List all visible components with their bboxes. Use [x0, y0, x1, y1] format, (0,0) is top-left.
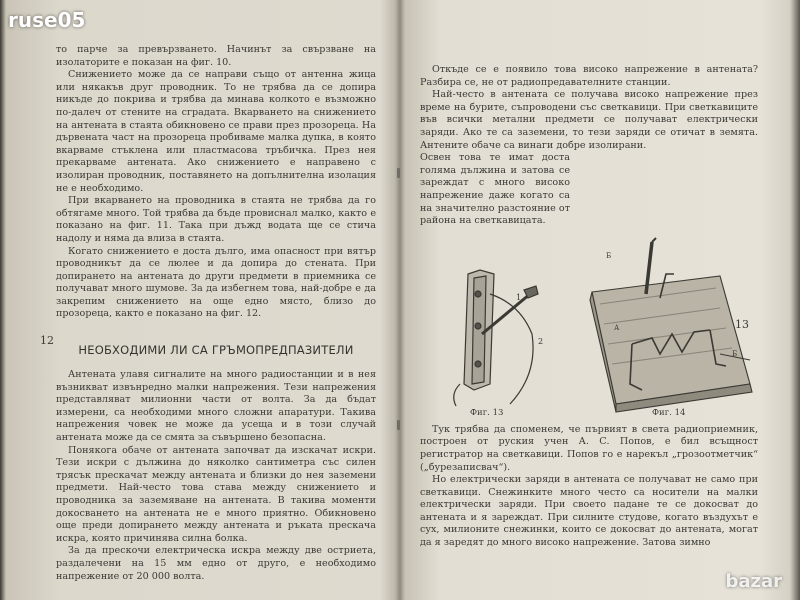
paragraph: Но електрически заряди в антената се получават не само при светкавици. Снежинките много често са носители на малки електрически заряди. При своето падане те се докосват до антената и я зареждат. При силните студове, когато въздухът е сух, милионите снежинки, които се докосват до антената, могат да я заредят до много високо напрежение. Затова зимно	[420, 474, 758, 549]
paragraph: то парче за превързването. Начинът за свързване на изолаторите е показан на фиг. 10.	[56, 44, 376, 68]
left-page	[56, 44, 376, 583]
figures	[420, 234, 758, 420]
staple	[397, 420, 400, 430]
paragraph: За да прескочи електрическа искра между две остриета, раздалечени на 15 мм едно от друго, е необходимо напрежение от 20 000 волта.	[56, 545, 376, 582]
staple	[397, 168, 400, 178]
paragraph: Понякога обаче от антената започват да изскачат искри. Тези искри с дължина до няколко сантиметра със силен трясък прескачат между антената и близки до нея заземени предмети. Най-често това става между снижението и проводника за заземяване на антената. В такива моменти докосването на антената не е много приятно. Обикновено още преди допирането между антената и ръката прескача искра, която причинява силна болка.	[56, 444, 376, 544]
watermark-logo: ruse05	[8, 8, 86, 32]
text-beside-figure	[420, 152, 758, 228]
paragraph: Тук трябва да споменем, че първият в света радиоприемник, построен от руския учен А. С. Попов, е бил всъщност регистратор на светкавици. Попов го е нарекъл „грозоотметчик“ („бурезаписвач“).	[420, 423, 758, 473]
page-number-right: 13	[735, 318, 749, 331]
paragraph: Най-често в антената се получава високо напрежение през време на бурите, съпроводени със светкавици. При светкавиците във всички метални предмети се получават електрически заряди. Ако те са заземени, то тези заряди се отичат в земята. Антените обаче са винаги добре изолирани.	[420, 89, 758, 151]
figure-13-caption: Фиг. 13	[470, 407, 504, 418]
paragraph: Когато снижението е доста дълго, има опасност при вятър проводникът да се люлее и да допира до стената. При допирането на антената до други предмети в приемника се получават много шумове. За да избегнем това, най-добре е да закрепим снижението на още едно място, близо до прозореца, както е показано на фиг. 12.	[56, 245, 376, 320]
paragraph: Откъде се е появило това високо напрежение в антената? Разбира се, не от радиопредавателните станции.	[420, 64, 758, 88]
paragraph: Антената улавя сигналите на много радиостанции и в нея възникват извънредно малки напрежения. Тези напрежения представляват милионни части от волта. За да бъдат измерени, са необходими много сложни апаратури. Такива напрежения човек не може да усеща и в този случай антената може да се смята за съвършено безопасна.	[56, 369, 376, 444]
paragraph: Снижението може да се направи също от антенна жица или някакъв друг проводник. То не трябва да се допира никъде до покрива и трябва да минава колкото е възможно по-далеч от стените на сградата. Вкарването на снижението на антената в стаята обикновено се прави през прозореца. На дървената част на прозореца пробиваме малка дупка, в която вкарваме стъклена или пластмасова тръбичка. През нея прекарваме антената. Ако снижението е направено с изолиран проводник, поставянето на допълнителна изолация не е необходимо.	[56, 69, 376, 194]
paragraph: При вкарването на проводника в стаята не трябва да го обтягаме много. Той трябва да бъде провиснал малко, както е показано на фиг. 11. Така при дъжд водата ще се стича надолу и няма да влиза в стаята.	[56, 195, 376, 244]
figure-14-caption: Фиг. 14	[652, 407, 686, 418]
figure-illustrations	[420, 234, 758, 420]
svg-text:Б: Б	[732, 349, 738, 358]
svg-text:1: 1	[516, 292, 522, 302]
svg-text:2: 2	[538, 336, 544, 346]
svg-text:Б: Б	[606, 251, 612, 260]
svg-text:А: А	[614, 323, 620, 332]
page-number-left: 12	[40, 334, 54, 347]
right-page	[420, 64, 758, 550]
watermark-logo: bazar	[725, 571, 782, 592]
figure-14-drawing	[590, 238, 752, 412]
paragraph: Освен това те имат доста голяма дължина и затова се зареждат с много високо напрежение даже когато са на значително разстояние от района на светкавицата.	[420, 152, 570, 227]
section-heading: НЕОБХОДИМИ ЛИ СА ГРЪМОПРЕДПАЗИТЕЛИ	[78, 343, 354, 358]
figure-13-drawing	[454, 270, 543, 406]
